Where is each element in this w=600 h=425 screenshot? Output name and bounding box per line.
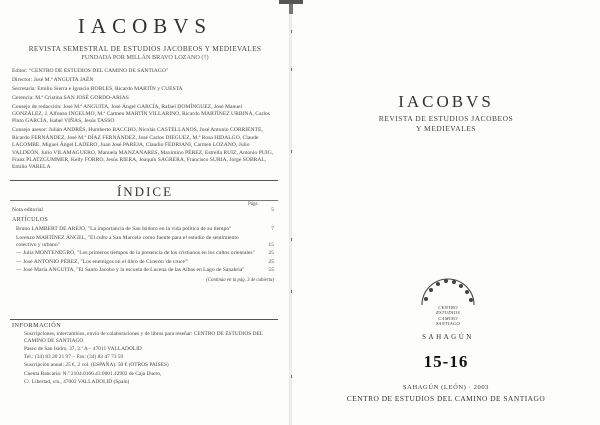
credit-editor: Editor: "CENTRO DE ESTUDIOS DEL CAMINO DE SANTIAGO"	[12, 68, 169, 74]
spine-speck	[291, 150, 292, 153]
toc-item-page: 25	[268, 258, 274, 265]
toc-item[interactable]	[12, 250, 274, 257]
toc-item-label: Lorenzo MARTÍNEZ ÁNGEL, "El culto a San Marcelo como fuente para el estudio de sentimiento colectivo y urbano"	[16, 234, 239, 248]
place-year: SAHAGÚN (LEÓN) · 2003	[402, 384, 490, 391]
publisher-name: CENTRO DE ESTUDIOS DEL CAMINO DE SANTIAGO	[346, 394, 546, 403]
toc-item-page: 15	[268, 241, 274, 248]
credit-secretary: Secretaría: Emilio Sierra e Ignacio ROBLES, Ricardo MARTÍN y CUESTA	[12, 85, 183, 92]
journal-subtitle-right-1: REVISTA DE ESTUDIOS JACOBEOS	[378, 114, 514, 123]
info-title: INFORMACIÓN	[12, 322, 62, 329]
logo-line: ESTUDIOS	[436, 310, 460, 316]
credits-block	[12, 68, 274, 173]
spine-speck	[291, 68, 292, 71]
divider-top	[10, 180, 278, 181]
info-line-city: C/. Libertad, s/n., 47002 VALLADOLID (Spain)	[24, 378, 130, 385]
credit-management: Gerencia: M.ª Cristina SAN JOSÉ GORDO-ARIAS	[12, 94, 129, 101]
shell-arc-icon	[418, 275, 478, 309]
spine-speck	[291, 290, 292, 293]
toc-item-label: — José María ANGUITA, "El Santo Jacobo y la escuela de Lucena de las Albas en Lago de Sanabria"	[16, 267, 245, 273]
info-line-bank: Cuenta Bancaria: N.º 2104.0166.43.0001.42902 de Caja Duero,	[24, 370, 162, 377]
toc-item-label: — Julia MONTENEGRO, "Los primeros tiempos de la presencia de los cristianos en los cultos orientales"	[16, 250, 255, 256]
spine-speck	[291, 238, 292, 241]
journal-subtitle-right-2: Y MEDIEVALES	[416, 124, 476, 133]
info-line-address: Paseo de San Isidro, 37, 3.º A – 47011 VALLADOLID	[24, 345, 142, 352]
logo-line: CENTRO	[438, 305, 458, 310]
logo-line: SANTIAGO	[435, 321, 461, 327]
table-of-contents	[12, 207, 274, 284]
toc-editorial-page: 5	[271, 207, 274, 213]
logo-line: CAMINO	[438, 315, 458, 321]
toc-editorial-label: Nota editorial	[12, 207, 43, 213]
pages-label: Págs.	[248, 202, 259, 207]
credit-advisory-board: Consejo asesor: Julián ANDRÉS, Humberto BACCHO, Nicolás CASTELLANOS, José Antonio CORRIENTE, Ricardo FERNÁNDEZ, José M.ª DÍAZ FERNÁNDEZ, José Carlos DIEGUEZ, M.ª Rosa HIDALGO, Claude LACOMBE, Miguel Ángel LADERO, Juan José PAREJA, Claudio FEDRIANI, Carmen LOZANO, Julio VALDEÓN, Julio VILAMAGUERO, Manuela MANZANARES, Maximino PÉREZ, Estrella RUIZ, Antonio PUIG, Franz PLATZGUMMER, Kelly FORRO, Jesús RIERA, Joaquín SAGRERA, Francisco SURIA, Jorge SOBRAL, Emilio VARELA	[12, 127, 274, 171]
info-block	[24, 331, 274, 387]
toc-editorial[interactable]	[12, 207, 274, 214]
credit-director: Director: José M.ª ANGUITA JAÉN	[12, 76, 94, 83]
journal-founded-line: FUNDADA POR MILLÁN BRAVO LOZANO (†)	[81, 54, 209, 61]
toc-item[interactable]	[12, 226, 274, 233]
toc-continued-note: (Continúa en la pág. 3 de cubierta)	[206, 278, 274, 283]
info-line-phone: Tel.: (34) 83 20 21 97 – Fax: (34) 83 47 73 59	[24, 354, 124, 361]
journal-title-left: IACOBVS	[77, 14, 213, 38]
volume-number: 15-16	[423, 352, 469, 371]
toc-section-label: ARTÍCULOS	[12, 217, 49, 223]
toc-item-page: 25	[268, 250, 274, 256]
toc-item-label: — José ANTONIO PÉREZ, "Los enemigos en el libro de Cicerón 'de cruce'"	[16, 258, 189, 265]
divider-index	[10, 200, 278, 201]
toc-item[interactable]	[12, 267, 274, 274]
info-line-price: Suscripción anual: 25 €, 2 vol. (ESPAÑA). 50 € (OTROS PAÍSES)	[24, 362, 169, 369]
toc-item[interactable]	[12, 235, 274, 249]
info-line-subscriptions: Suscripciones, intercambios, envío de colaboraciones y de libros para reseñar: CENTRO DE ESTUDIOS DEL CAMINO DE SANTIAGO	[24, 331, 263, 344]
toc-item-label: Bruno LAMBERT DE AREJO, "La importancia de San Isidoro en la vida política de su tiempo"	[16, 226, 232, 232]
index-title: ÍNDICE	[116, 184, 174, 199]
toc-item-page: 55	[268, 267, 274, 273]
logo-base-text: SAHAGÚN	[422, 333, 474, 341]
credit-editorial-board: Consejo de redacción: José M.ª ANGUITA, José Ángel GARCÍA, Rafael DOMÍNGUEZ, José Manuel GONZÁLEZ, J. Alfonso INGELMO, M.ª Carmen MARTÍN VILLARINO, Ricardo MARTÍNEZ URBINA, Carlos Pinto GARCÍA, Isabel VIÑAS, Jesús TASSO	[12, 103, 270, 125]
toc-item[interactable]	[12, 259, 274, 266]
toc-item-page: 7	[271, 226, 274, 232]
journal-title-right: IACOBVS	[398, 92, 494, 111]
spine-tab-icon	[279, 0, 303, 14]
journal-subtitle-left: REVISTA SEMESTRAL DE ESTUDIOS JACOBEOS Y MEDIEVALES	[28, 45, 262, 53]
divider-info	[10, 319, 278, 320]
spine-speck	[291, 30, 292, 33]
logo-text	[418, 305, 478, 327]
spine-speck	[291, 375, 292, 378]
